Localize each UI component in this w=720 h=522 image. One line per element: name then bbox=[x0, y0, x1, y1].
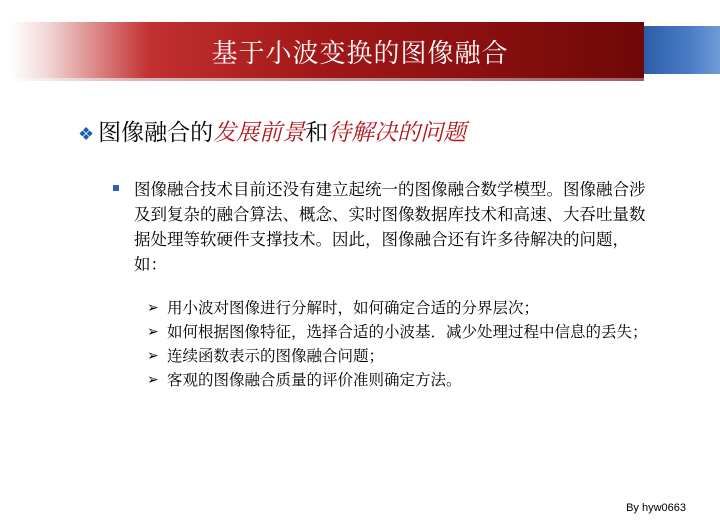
list-item bbox=[147, 344, 657, 368]
list-item-text: 用小波对图像进行分解时，如何确定合适的分界层次； bbox=[167, 299, 540, 317]
list-item bbox=[147, 296, 657, 320]
list-item-text: 连续函数表示的图像融合问题； bbox=[167, 347, 385, 365]
diamond-bullet-icon: ❖ bbox=[78, 124, 95, 145]
body-paragraph: 图像融合技术目前还没有建立起统一的图像融合数学模型。图像融合涉及到复杂的融合算法、概念、实时图像数据库技术和高速、大吞吐量数据处理等软硬件支撑技术。因此，图像融合还有许多待解决的问题，如： bbox=[134, 180, 646, 274]
heading-middle: 和 bbox=[305, 120, 329, 146]
slide-heading bbox=[78, 114, 466, 147]
heading-accent-1: 发展前景 bbox=[213, 120, 306, 146]
arrow-bullet-icon: ➢ bbox=[147, 372, 159, 388]
heading-accent-2: 待解决的问题 bbox=[328, 120, 467, 146]
square-bullet-icon bbox=[113, 185, 119, 191]
title-bar-accent bbox=[644, 26, 720, 74]
title-bar-shadow bbox=[10, 78, 644, 81]
heading-prefix: 图像融合的 bbox=[98, 120, 214, 146]
slide-title: 基于小波变换的图像融合 bbox=[211, 39, 509, 69]
list-item-text: 客观的图像融合质量的评价准则确定方法。 bbox=[167, 371, 462, 389]
list-item bbox=[147, 320, 657, 344]
arrow-bullet-icon: ➢ bbox=[147, 300, 159, 316]
list-item bbox=[147, 368, 657, 392]
sub-list bbox=[147, 296, 657, 392]
arrow-bullet-icon: ➢ bbox=[147, 324, 159, 340]
footer-credit: By hyw0663 bbox=[626, 502, 686, 514]
arrow-bullet-icon: ➢ bbox=[147, 348, 159, 364]
list-item-text: 如何根据图像特征，选择合适的小波基．减少处理过程中信息的丢失； bbox=[167, 323, 648, 341]
